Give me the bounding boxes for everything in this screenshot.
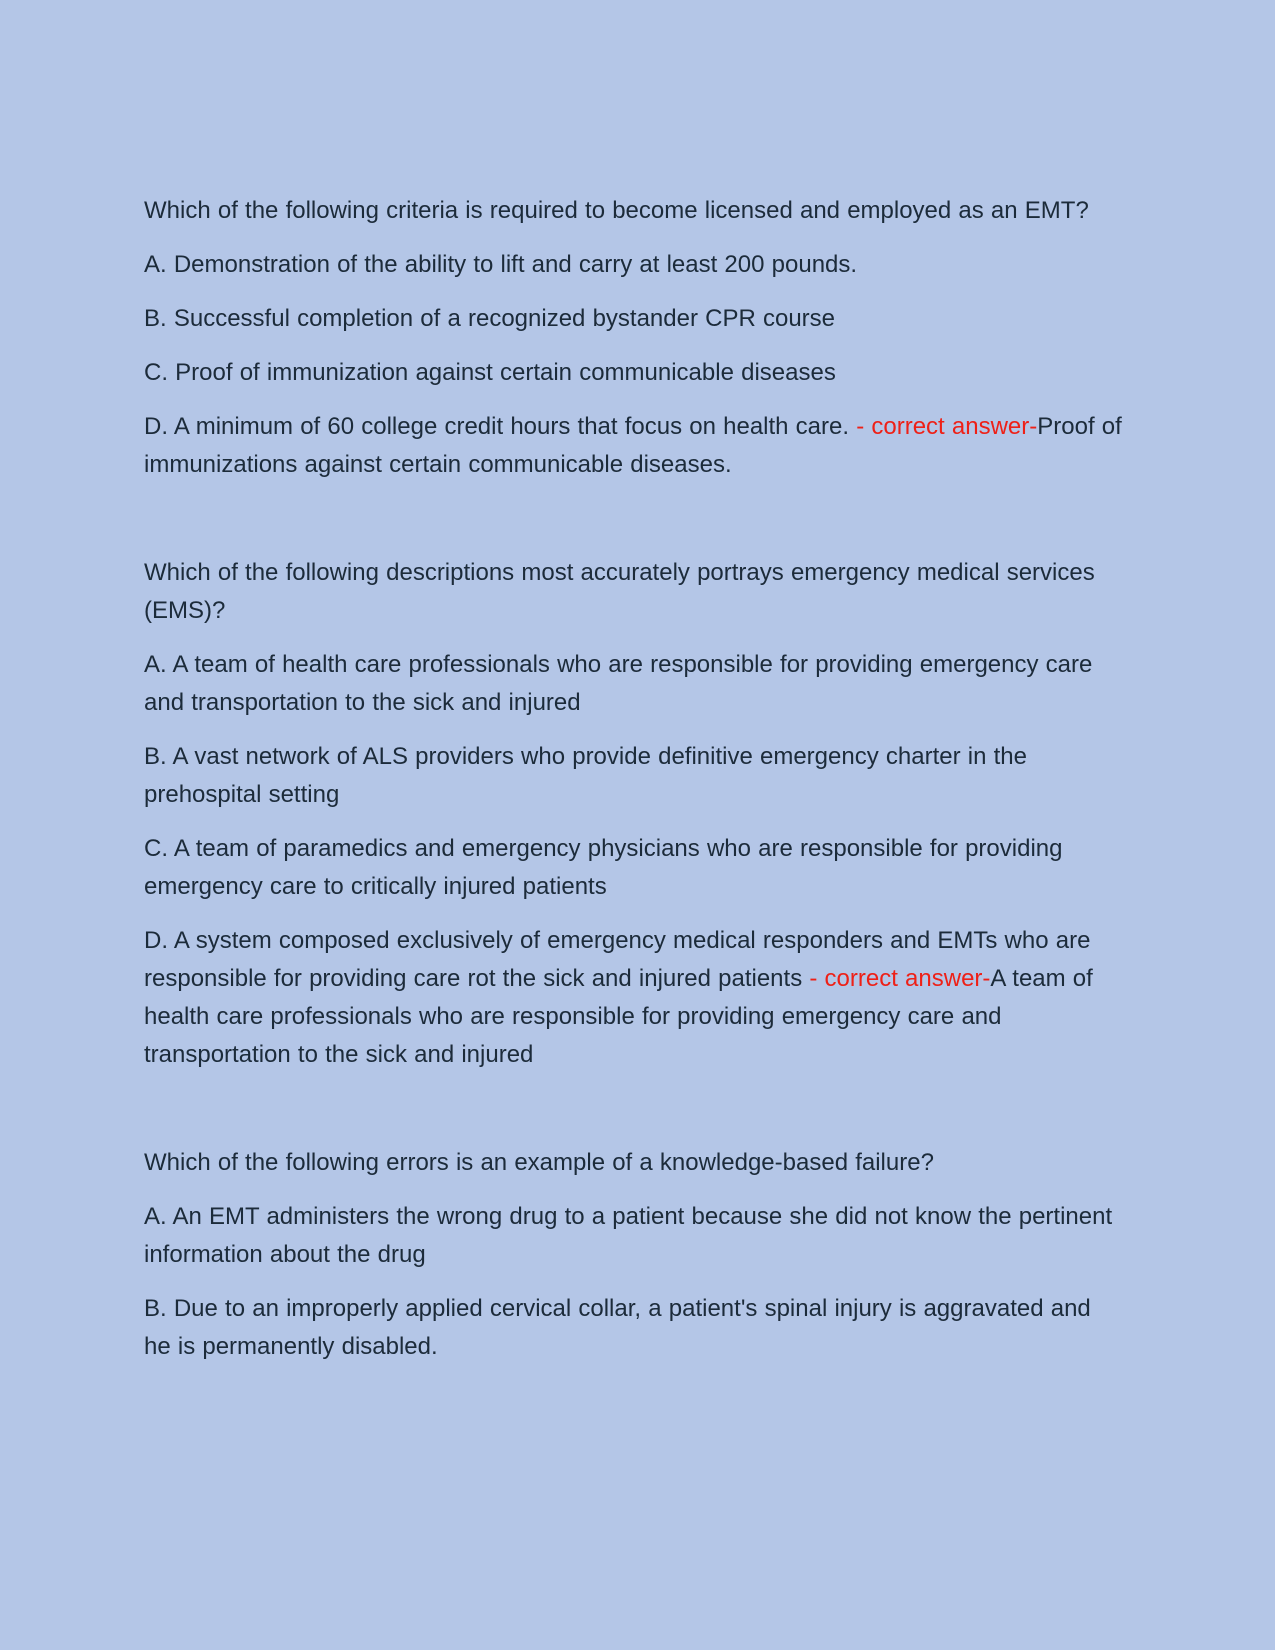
question-2-option-c	[144, 830, 1124, 906]
text-segment: C. A team of paramedics and emergency physicians who are responsible for providing emergency care to critically injured patients	[144, 835, 1063, 900]
text-segment: Proof of immunizations against certain communicable diseases.	[144, 413, 1122, 478]
text-segment: B. Successful completion of a recognized bystander CPR course	[144, 305, 836, 332]
text-segment: B. Due to an improperly applied cervical collar, a patient's spinal injury is aggravated and he is permanently disabled.	[144, 1295, 1091, 1360]
correct-answer-marker: - correct answer-	[856, 413, 1038, 440]
question-2-option-b	[144, 738, 1124, 814]
text-segment: A. An EMT administers the wrong drug to a patient because she did not know the pertinent information about the drug	[144, 1203, 1113, 1268]
text-segment: D. A system composed exclusively of emergency medical responders and EMTs who are responsible for providing care rot the sick and injured patients	[144, 927, 1091, 992]
question-3-option-b	[144, 1290, 1124, 1366]
text-segment: Which of the following criteria is required to become licensed and employed as an EMT?	[144, 197, 1089, 224]
question-3	[144, 1144, 1124, 1182]
question-1-option-d-with-answer	[144, 408, 1124, 484]
question-1-option-c	[144, 354, 1124, 392]
text-segment: Which of the following errors is an example of a knowledge-based failure?	[144, 1149, 934, 1176]
question-2-option-d-with-answer	[144, 922, 1124, 1074]
text-segment: A. Demonstration of the ability to lift and carry at least 200 pounds.	[144, 251, 858, 278]
text-segment: D. A minimum of 60 college credit hours that focus on health care.	[144, 413, 857, 440]
text-segment: B. A vast network of ALS providers who provide definitive emergency charter in the prehospital setting	[144, 743, 1027, 808]
text-segment: A team of health care professionals who are responsible for providing emergency care and transportation to the sick and injured	[144, 965, 1093, 1068]
question-2	[144, 554, 1124, 630]
text-segment: A. A team of health care professionals who are responsible for providing emergency care and transportation to the sick and injured	[144, 651, 1093, 716]
question-2-option-a	[144, 646, 1124, 722]
question-1	[144, 192, 1124, 230]
text-segment: Which of the following descriptions most accurately portrays emergency medical services (EMS)?	[144, 559, 1095, 624]
text-segment: C. Proof of immunization against certain communicable diseases	[144, 359, 836, 386]
question-1-option-a	[144, 246, 1124, 284]
correct-answer-marker: - correct answer-	[809, 965, 991, 992]
question-3-option-a	[144, 1198, 1124, 1274]
question-1-option-b	[144, 300, 1124, 338]
